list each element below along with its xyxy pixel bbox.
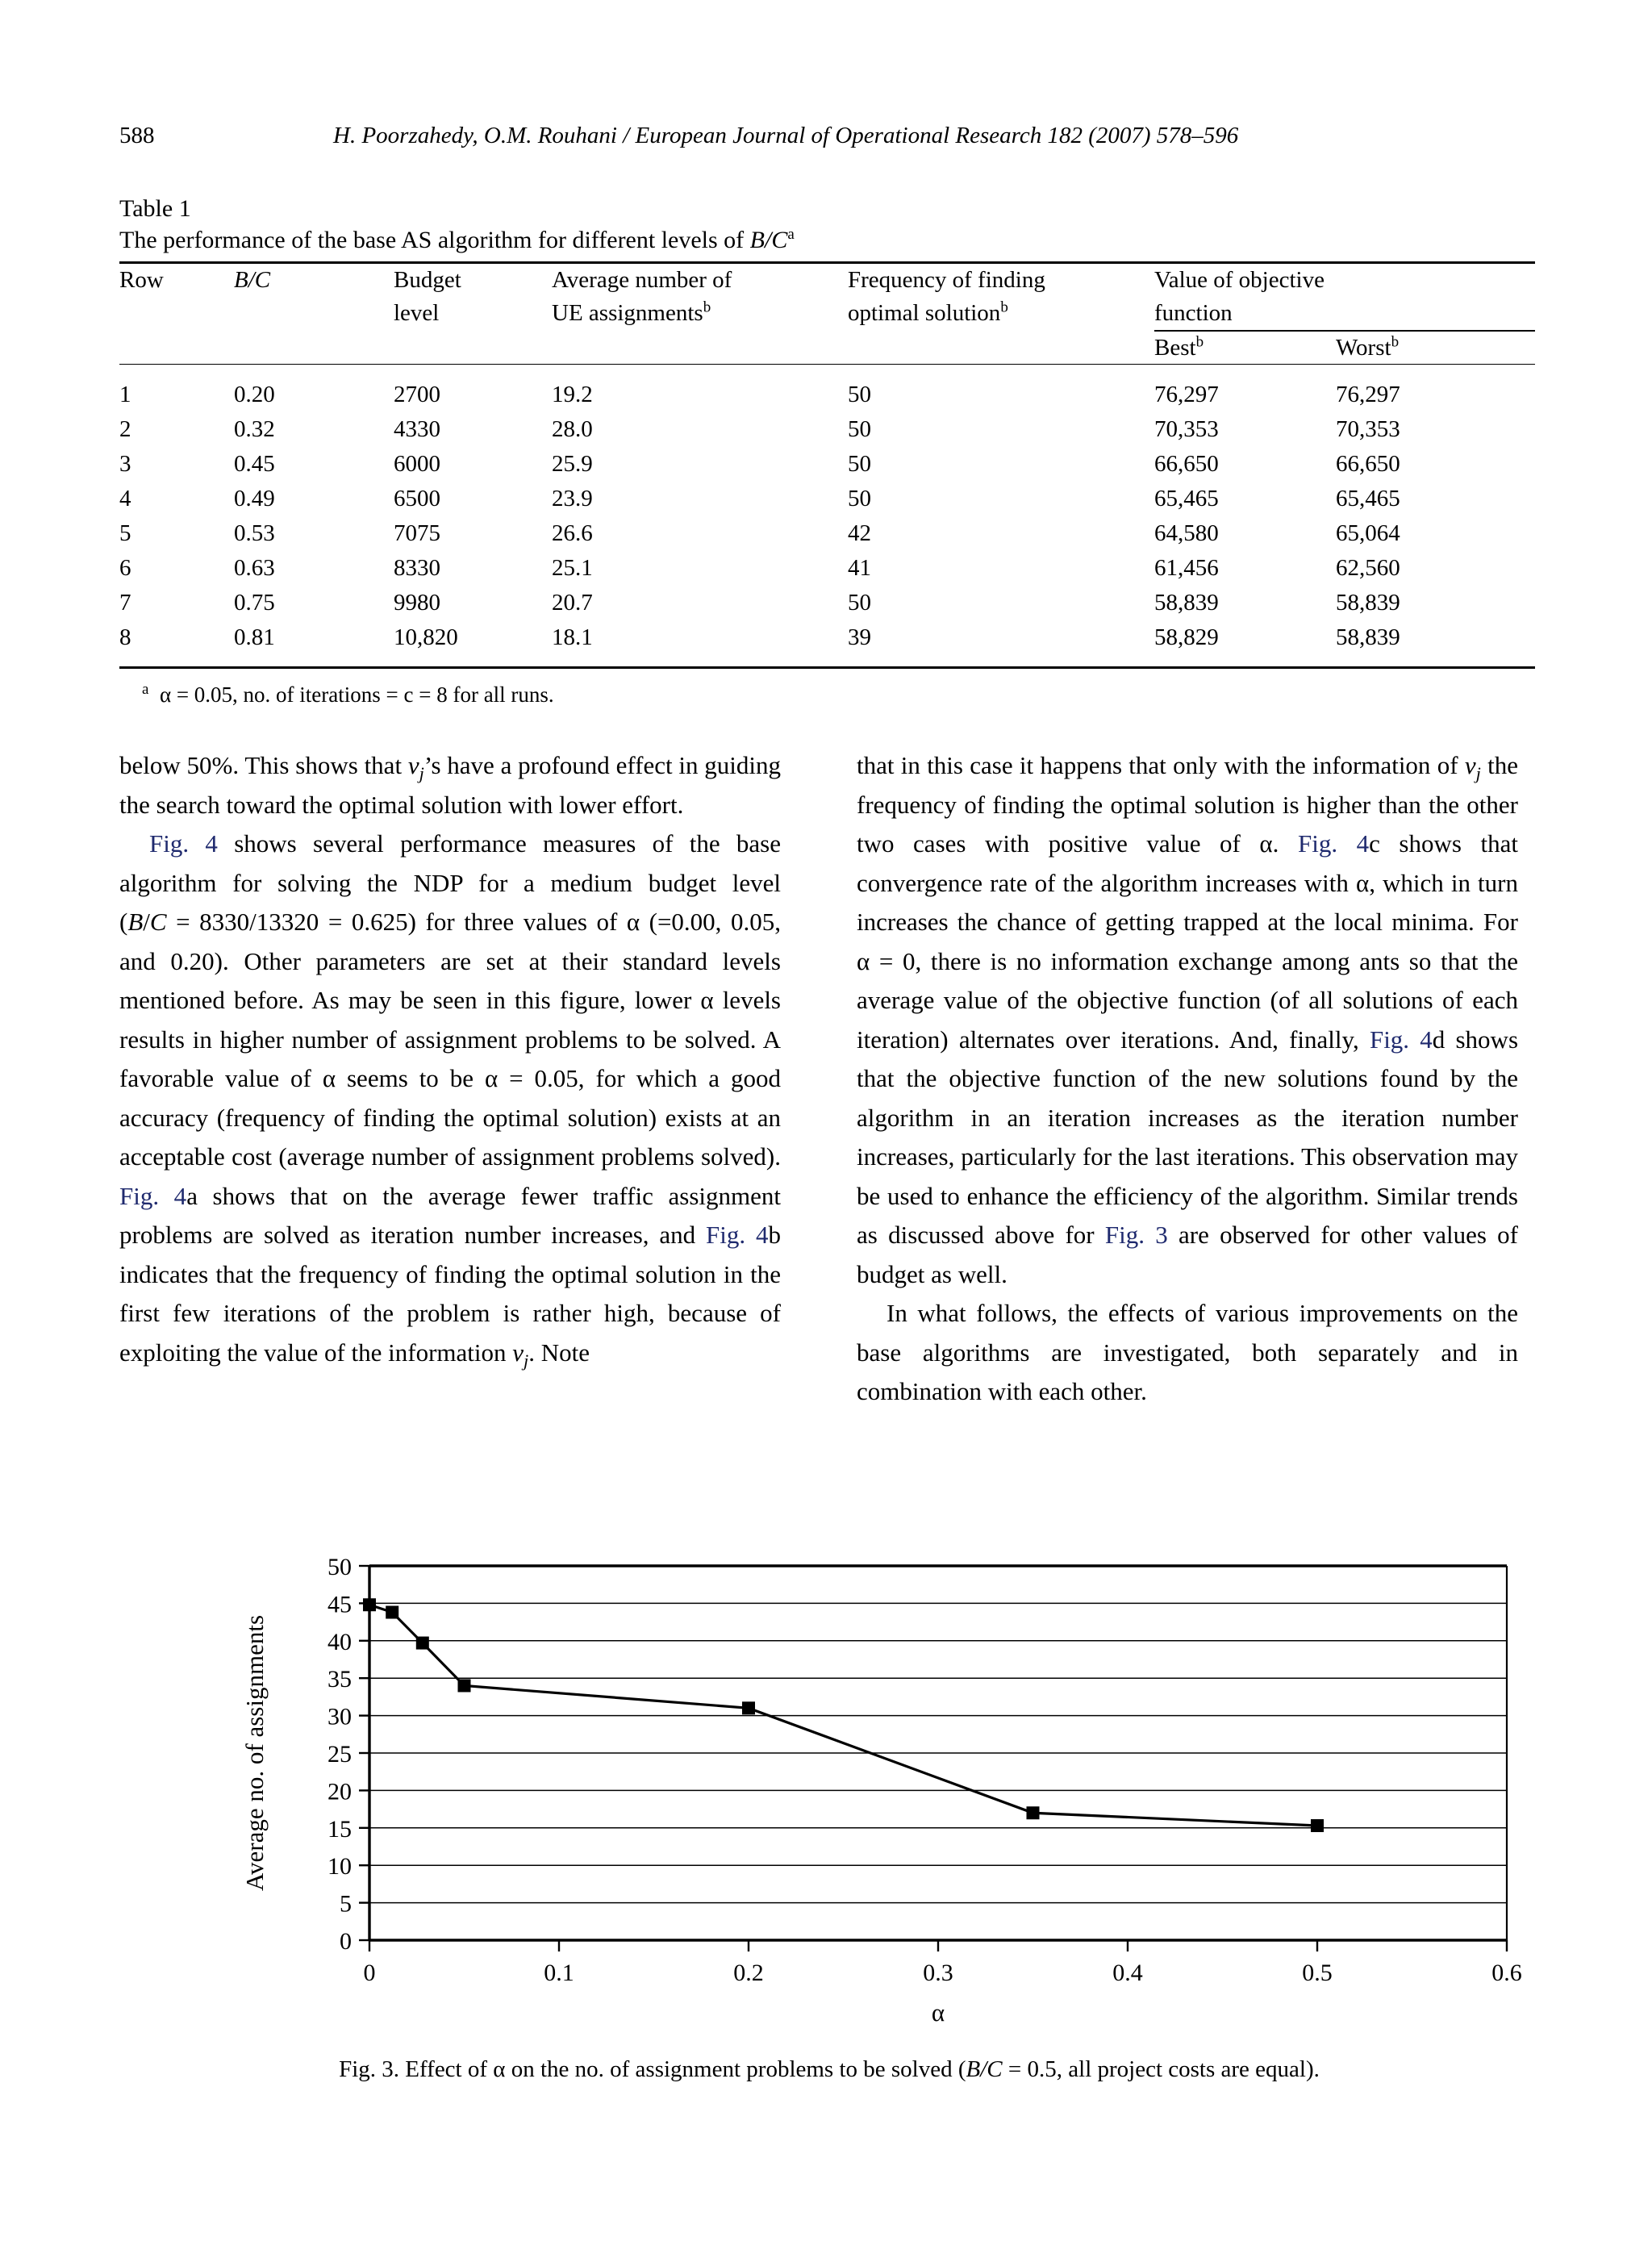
cell-budget: 7075 xyxy=(394,520,440,546)
table-row xyxy=(119,482,1535,516)
header-avg-line2 xyxy=(552,297,848,330)
header-freq-line2-text: optimal solution xyxy=(848,300,1001,326)
table-caption xyxy=(119,224,1535,257)
data-point-marker xyxy=(1027,1806,1040,1819)
y-tick-label: 45 xyxy=(327,1591,352,1618)
subheader-worst-footnote-marker: b xyxy=(1391,333,1400,351)
header-avg-footnote-marker: b xyxy=(703,298,711,316)
cell-avg: 28.0 xyxy=(552,416,593,442)
chart-container xyxy=(119,1537,1539,2053)
cell-bc: 0.20 xyxy=(234,382,275,407)
cell-bc: 0.45 xyxy=(234,451,275,477)
y-tick-label: 10 xyxy=(327,1853,352,1880)
table-row xyxy=(119,620,1535,666)
y-tick-label: 15 xyxy=(327,1815,352,1843)
subheader-worst xyxy=(1336,331,1535,365)
cell-row: 1 xyxy=(119,382,131,407)
x-tick-label: 0.6 xyxy=(1491,1960,1522,1986)
table-footnote-marker: a xyxy=(142,681,149,698)
cell-budget: 8330 xyxy=(394,555,440,581)
y-tick-label: 35 xyxy=(327,1666,352,1693)
cell-worst: 65,064 xyxy=(1336,520,1400,546)
cell-avg: 20.7 xyxy=(552,590,593,616)
header-budget-line2: level xyxy=(394,300,440,326)
header-frequency xyxy=(848,263,1154,332)
subheader-best-text: Best xyxy=(1154,335,1196,361)
cell-freq: 50 xyxy=(848,590,871,616)
cell-bc: 0.49 xyxy=(234,486,275,511)
cell-row: 8 xyxy=(119,624,131,650)
data-point-marker xyxy=(386,1606,398,1619)
math-vj-3: $v_j$ xyxy=(1464,751,1481,784)
cell-freq: 42 xyxy=(848,520,871,546)
figure-caption-prefix: Fig. 3. Effect of α on the no. of assignment problems to be solved ( xyxy=(339,2056,966,2082)
cell-worst: 76,297 xyxy=(1336,382,1400,407)
math-vj: $v_j$ xyxy=(407,751,424,784)
data-point-marker xyxy=(416,1637,429,1650)
cell-avg: 25.1 xyxy=(552,555,593,581)
paragraph-left-1: below 50%. This shows that $v_j’s$ have a profound effect in guiding the search toward the optimal solution with lower effort. xyxy=(119,751,782,819)
body-column-left xyxy=(119,746,781,1372)
cell-bc: 0.32 xyxy=(234,416,275,442)
data-point-marker xyxy=(363,1598,376,1611)
cell-avg: 19.2 xyxy=(552,382,593,407)
cell-row: 4 xyxy=(119,486,131,511)
cell-avg: 18.1 xyxy=(552,624,593,650)
header-bc: B/C xyxy=(234,267,271,293)
subheader-spacer-1 xyxy=(119,331,234,365)
line-chart xyxy=(119,1537,1539,2053)
figure-caption-rest: = 0.5, all project costs are equal). xyxy=(1002,2056,1320,2082)
cell-freq: 50 xyxy=(848,416,871,442)
cell-worst: 58,839 xyxy=(1336,624,1400,650)
cell-row: 7 xyxy=(119,590,131,616)
xref-fig-4c[interactable]: Fig. 4 xyxy=(1297,829,1370,858)
subheader-spacer-4 xyxy=(552,331,848,365)
header-row: Row xyxy=(119,267,164,293)
xref-fig-4a[interactable]: Fig. 4 xyxy=(119,1181,187,1210)
x-tick-label: 0.3 xyxy=(923,1960,953,1986)
table-subheader-row xyxy=(119,331,1535,365)
data-point-marker xyxy=(458,1679,471,1692)
header-avg-line1: Average number of xyxy=(552,267,732,293)
header-budget-line1: Budget xyxy=(394,267,461,293)
data-point-marker xyxy=(742,1701,755,1714)
cell-best: 58,839 xyxy=(1154,590,1219,616)
header-budget xyxy=(394,263,552,332)
cell-freq: 50 xyxy=(848,486,871,511)
subheader-best-footnote-marker: b xyxy=(1195,333,1204,351)
y-tick-label: 30 xyxy=(327,1703,352,1730)
y-tick-label: 40 xyxy=(327,1628,352,1655)
table-footnote-text: α = 0.05, no. of iterations = c = 8 for all runs. xyxy=(159,682,554,707)
cell-avg: 25.9 xyxy=(552,451,593,477)
cell-freq: 50 xyxy=(848,451,871,477)
x-tick-label: 0.5 xyxy=(1302,1960,1333,1986)
header-freq-line1: Frequency of finding xyxy=(848,267,1045,293)
subheader-spacer-3 xyxy=(394,331,552,365)
table-header-row xyxy=(119,263,1535,332)
header-freq-line2 xyxy=(848,297,1154,330)
header-obj-line2: function xyxy=(1154,300,1233,326)
x-axis-title: α xyxy=(931,1998,945,2027)
y-tick-label: 5 xyxy=(340,1890,352,1918)
table-row xyxy=(119,365,1535,413)
math-vj-2: $v_j$ xyxy=(512,1338,529,1371)
paragraph-right-1: that in this case it happens that only with the information of $v_j$ the frequency of finding the optimal solution is higher than the other two cases with positive value of α. Fig. 4c shows that convergence rate of the algorithm increases with α, which in turn increases the chance of getting trapped at the local minima. For α = 0, there is no information exchange among ants so that the average value of the objective function (of all solutions of each iteration) alternates over iterations. And, finally, Fig. 4d shows that the objective function of the new solutions found by the algorithm in an iteration increases as the iteration number increases, particularly for the last iterations. This observation may be used to enhance the efficiency of the algorithm. Similar trends as discussed above for Fig. 3 are observed for other values of budget as well. xyxy=(857,751,1519,1288)
x-tick-label: 0 xyxy=(363,1960,376,1986)
table-row xyxy=(119,412,1535,447)
cell-budget: 6500 xyxy=(394,486,440,511)
cell-worst: 62,560 xyxy=(1336,555,1400,581)
cell-budget: 4330 xyxy=(394,416,440,442)
table-caption-text: The performance of the base AS algorithm for different levels of xyxy=(119,227,750,253)
xref-fig-4d[interactable]: Fig. 4 xyxy=(1369,1025,1433,1054)
cell-worst: 58,839 xyxy=(1336,590,1400,616)
header-freq-footnote-marker: b xyxy=(1000,298,1008,316)
xref-fig-4b[interactable]: Fig. 4 xyxy=(706,1221,769,1249)
cell-budget: 9980 xyxy=(394,590,440,616)
table-1-block xyxy=(119,194,1535,711)
cell-worst: 65,465 xyxy=(1336,486,1400,511)
cell-best: 76,297 xyxy=(1154,382,1219,407)
table-footnote xyxy=(119,669,1535,711)
cell-best: 61,456 xyxy=(1154,555,1219,581)
header-avg-line2-text: UE assignments xyxy=(552,300,703,326)
subheader-worst-text: Worst xyxy=(1336,335,1391,361)
cell-best: 64,580 xyxy=(1154,520,1219,546)
y-axis-title: Average no. of assignments xyxy=(240,1614,269,1892)
header-obj-line1: Value of objective xyxy=(1154,267,1325,293)
cell-bc: 0.75 xyxy=(234,590,275,616)
cell-budget: 2700 xyxy=(394,382,440,407)
cell-budget: 6000 xyxy=(394,451,440,477)
x-tick-label: 0.1 xyxy=(544,1960,574,1986)
table-caption-math: B/C xyxy=(749,227,788,253)
cell-freq: 39 xyxy=(848,624,871,650)
cell-row: 2 xyxy=(119,416,131,442)
cell-best: 70,353 xyxy=(1154,416,1219,442)
x-tick-label: 0.2 xyxy=(733,1960,764,1986)
figure-3 xyxy=(119,1537,1539,2053)
table-row xyxy=(119,551,1535,586)
table-body xyxy=(119,365,1535,667)
cell-budget: 10,820 xyxy=(394,624,458,650)
figure-caption-math: B/C xyxy=(966,2056,1003,2082)
body-column-right xyxy=(857,746,1518,1412)
running-head-title: H. Poorzahedy, O.M. Rouhani / European Journal of Operational Research 182 (2007) 578–596 xyxy=(333,123,1239,148)
cell-freq: 50 xyxy=(848,382,871,407)
subheader-best xyxy=(1154,331,1336,365)
subheader-spacer-2 xyxy=(234,331,394,365)
table-row xyxy=(119,516,1535,551)
cell-avg: 23.9 xyxy=(552,486,593,511)
table-row xyxy=(119,586,1535,620)
cell-bc: 0.53 xyxy=(234,520,275,546)
paragraph-right-2: In what follows, the effects of various improvements on the base algorithms are investigated, both separately and in combination with each other. xyxy=(857,1299,1518,1405)
performance-table xyxy=(119,261,1535,666)
y-tick-label: 25 xyxy=(327,1741,352,1768)
figure-caption xyxy=(119,2053,1539,2085)
xref-fig-3[interactable]: Fig. 3 xyxy=(1104,1221,1168,1249)
subheader-spacer-5 xyxy=(848,331,1154,365)
cell-bc: 0.81 xyxy=(234,624,275,650)
cell-row: 5 xyxy=(119,520,131,546)
y-tick-label: 20 xyxy=(327,1778,352,1805)
y-tick-label: 0 xyxy=(340,1928,352,1955)
cell-best: 66,650 xyxy=(1154,451,1219,477)
cell-worst: 66,650 xyxy=(1336,451,1400,477)
cell-bc: 0.63 xyxy=(234,555,275,581)
cell-row: 3 xyxy=(119,451,131,477)
cell-best: 58,829 xyxy=(1154,624,1219,650)
y-tick-label: 50 xyxy=(327,1554,352,1580)
paragraph-left-2: Fig. 4 shows several performance measures of the base algorithm for solving the NDP for a medium budget level (B/C = 8330/13320 = 0.625) for three values of α (=0.00, 0.05, and 0.20). Other parameters are set at their standard levels mentioned before. As may be seen in this figure, lower α levels results in higher number of assignment problems to be solved. A favorable value of α seems to be α = 0.05, for which a good accuracy (frequency of finding the optimal solution) exists at an acceptable cost (average number of assignment problems solved). Fig. 4a shows that on the average fewer traffic assignment problems are solved as iteration number increases, and Fig. 4b indicates that the frequency of finding the optimal solution in the first few iterations of the problem is rather high, because of exploiting the value of the information $v_j$. Note xyxy=(119,829,782,1371)
header-objective xyxy=(1154,263,1535,332)
cell-row: 6 xyxy=(119,555,131,581)
cell-freq: 41 xyxy=(848,555,871,581)
page-number: 588 xyxy=(119,123,155,148)
cell-avg: 26.6 xyxy=(552,520,593,546)
x-tick-label: 0.4 xyxy=(1112,1960,1143,1986)
xref-fig-4[interactable]: Fig. 4 xyxy=(149,829,218,858)
data-point-marker xyxy=(1311,1819,1324,1832)
table-row xyxy=(119,447,1535,482)
running-head xyxy=(119,119,1539,152)
cell-best: 65,465 xyxy=(1154,486,1219,511)
header-avg-assignments xyxy=(552,263,848,332)
table-label: Table 1 xyxy=(119,195,191,222)
cell-worst: 70,353 xyxy=(1336,416,1400,442)
table-caption-footnote-marker: a xyxy=(787,226,795,243)
